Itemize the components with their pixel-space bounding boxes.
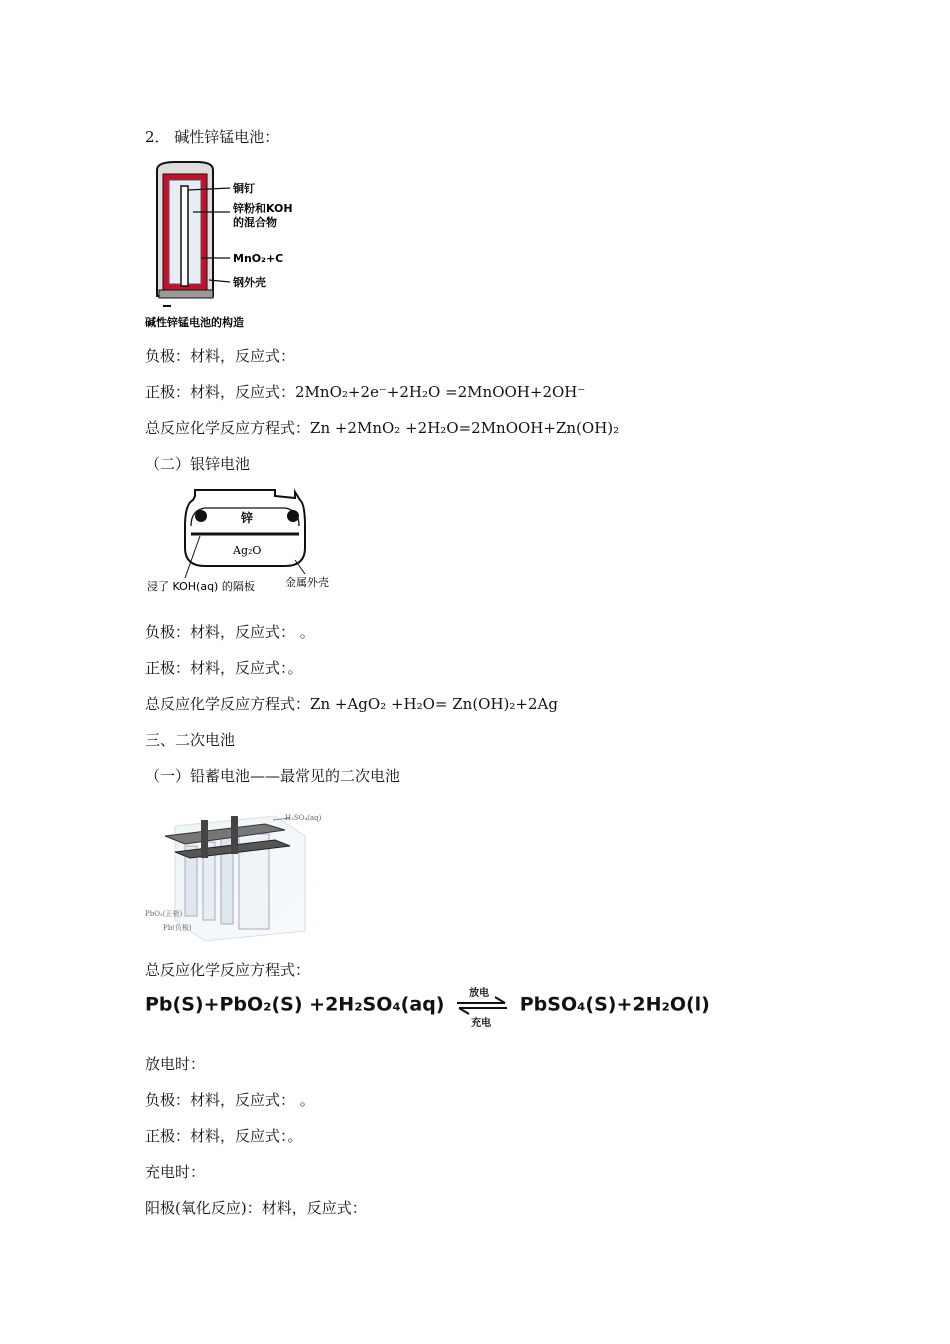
charge-heading: 充电时： <box>145 1163 206 1181</box>
label-steel-shell: 钢外壳 <box>233 276 266 289</box>
silver-negative-electrode: 负极：材料，反应式： 。 <box>145 623 315 641</box>
discharge-heading: 放电时： <box>145 1055 206 1073</box>
lead-negative-electrode: 负极：材料，反应式： 。 <box>145 1091 315 1109</box>
figure-caption-alkaline: 碱性锌锰电池的构造 <box>145 316 244 329</box>
label-zinc-koh-mix-2: 的混合物 <box>233 216 277 229</box>
lead-acid-battery-figure <box>145 806 335 946</box>
silver-total-reaction <box>145 694 558 714</box>
arrow-charge-label: 充电 <box>471 1018 492 1029</box>
alkaline-positive-electrode <box>145 382 585 402</box>
lead-positive-electrode: 正极：材料，反应式：。 <box>145 1127 303 1145</box>
lead-acid-equation <box>145 988 710 1029</box>
label-metal-shell: 金属外壳 <box>285 576 329 589</box>
silver-positive-electrode: 正极：材料，反应式：。 <box>145 659 303 677</box>
arrow-discharge-label: 放电 <box>469 988 490 999</box>
label-ag2o: Ag₂O <box>233 544 262 557</box>
lead-equation-right: PbSO₄(S)+2H₂O(l) <box>519 993 710 1016</box>
label-zinc: 锌 <box>241 511 254 525</box>
reversible-arrow <box>455 988 509 1029</box>
label-pb: Pb(负极) <box>163 924 192 932</box>
silver-total-equation: Zn +AgO₂ +H₂O= Zn(OH)₂+2Ag <box>310 695 558 713</box>
silver-zinc-battery-figure <box>145 486 345 596</box>
label-separator: 浸了 KOH(aq) 的隔板 <box>147 580 255 593</box>
lead-total-reaction-label: 总反应化学反应方程式： <box>145 961 311 979</box>
alkaline-positive-label: 正极：材料，反应式： <box>145 383 296 401</box>
lead-equation-left: Pb(S)+PbO₂(S) +2H₂SO₄(aq) <box>145 993 445 1016</box>
heading-silver-zinc: （二）银锌电池 <box>145 455 251 473</box>
label-mno2-c: MnO₂+C <box>233 252 284 265</box>
label-copper-nail: 铜钉 <box>233 182 255 195</box>
alkaline-positive-equation: 2MnO₂+2e⁻+2H₂O =2MnOOH+2OH⁻ <box>295 383 586 401</box>
alkaline-battery-figure <box>145 160 315 335</box>
anode-oxidation: 阳极(氧化反应)：材料，反应式： <box>145 1199 367 1217</box>
heading-secondary-batteries: 三、二次电池 <box>145 731 236 749</box>
alkaline-negative-electrode: 负极：材料，反应式： <box>145 347 296 365</box>
label-zinc-koh-mix-1: 锌粉和KOH <box>233 202 293 215</box>
label-h2so4: H₂SO₄(aq) <box>285 814 322 822</box>
alkaline-total-label: 总反应化学反应方程式： <box>145 419 311 437</box>
heading-alkaline: 2． 碱性锌锰电池： <box>145 128 280 146</box>
silver-total-label: 总反应化学反应方程式： <box>145 695 311 713</box>
heading-lead-acid: （一）铅蓄电池——最常见的二次电池 <box>145 767 401 785</box>
label-pbo2: PbO₂(正极) <box>145 910 183 918</box>
alkaline-total-reaction <box>145 418 619 438</box>
alkaline-total-equation: Zn +2MnO₂ +2H₂O=2MnOOH+Zn(OH)₂ <box>310 419 620 437</box>
